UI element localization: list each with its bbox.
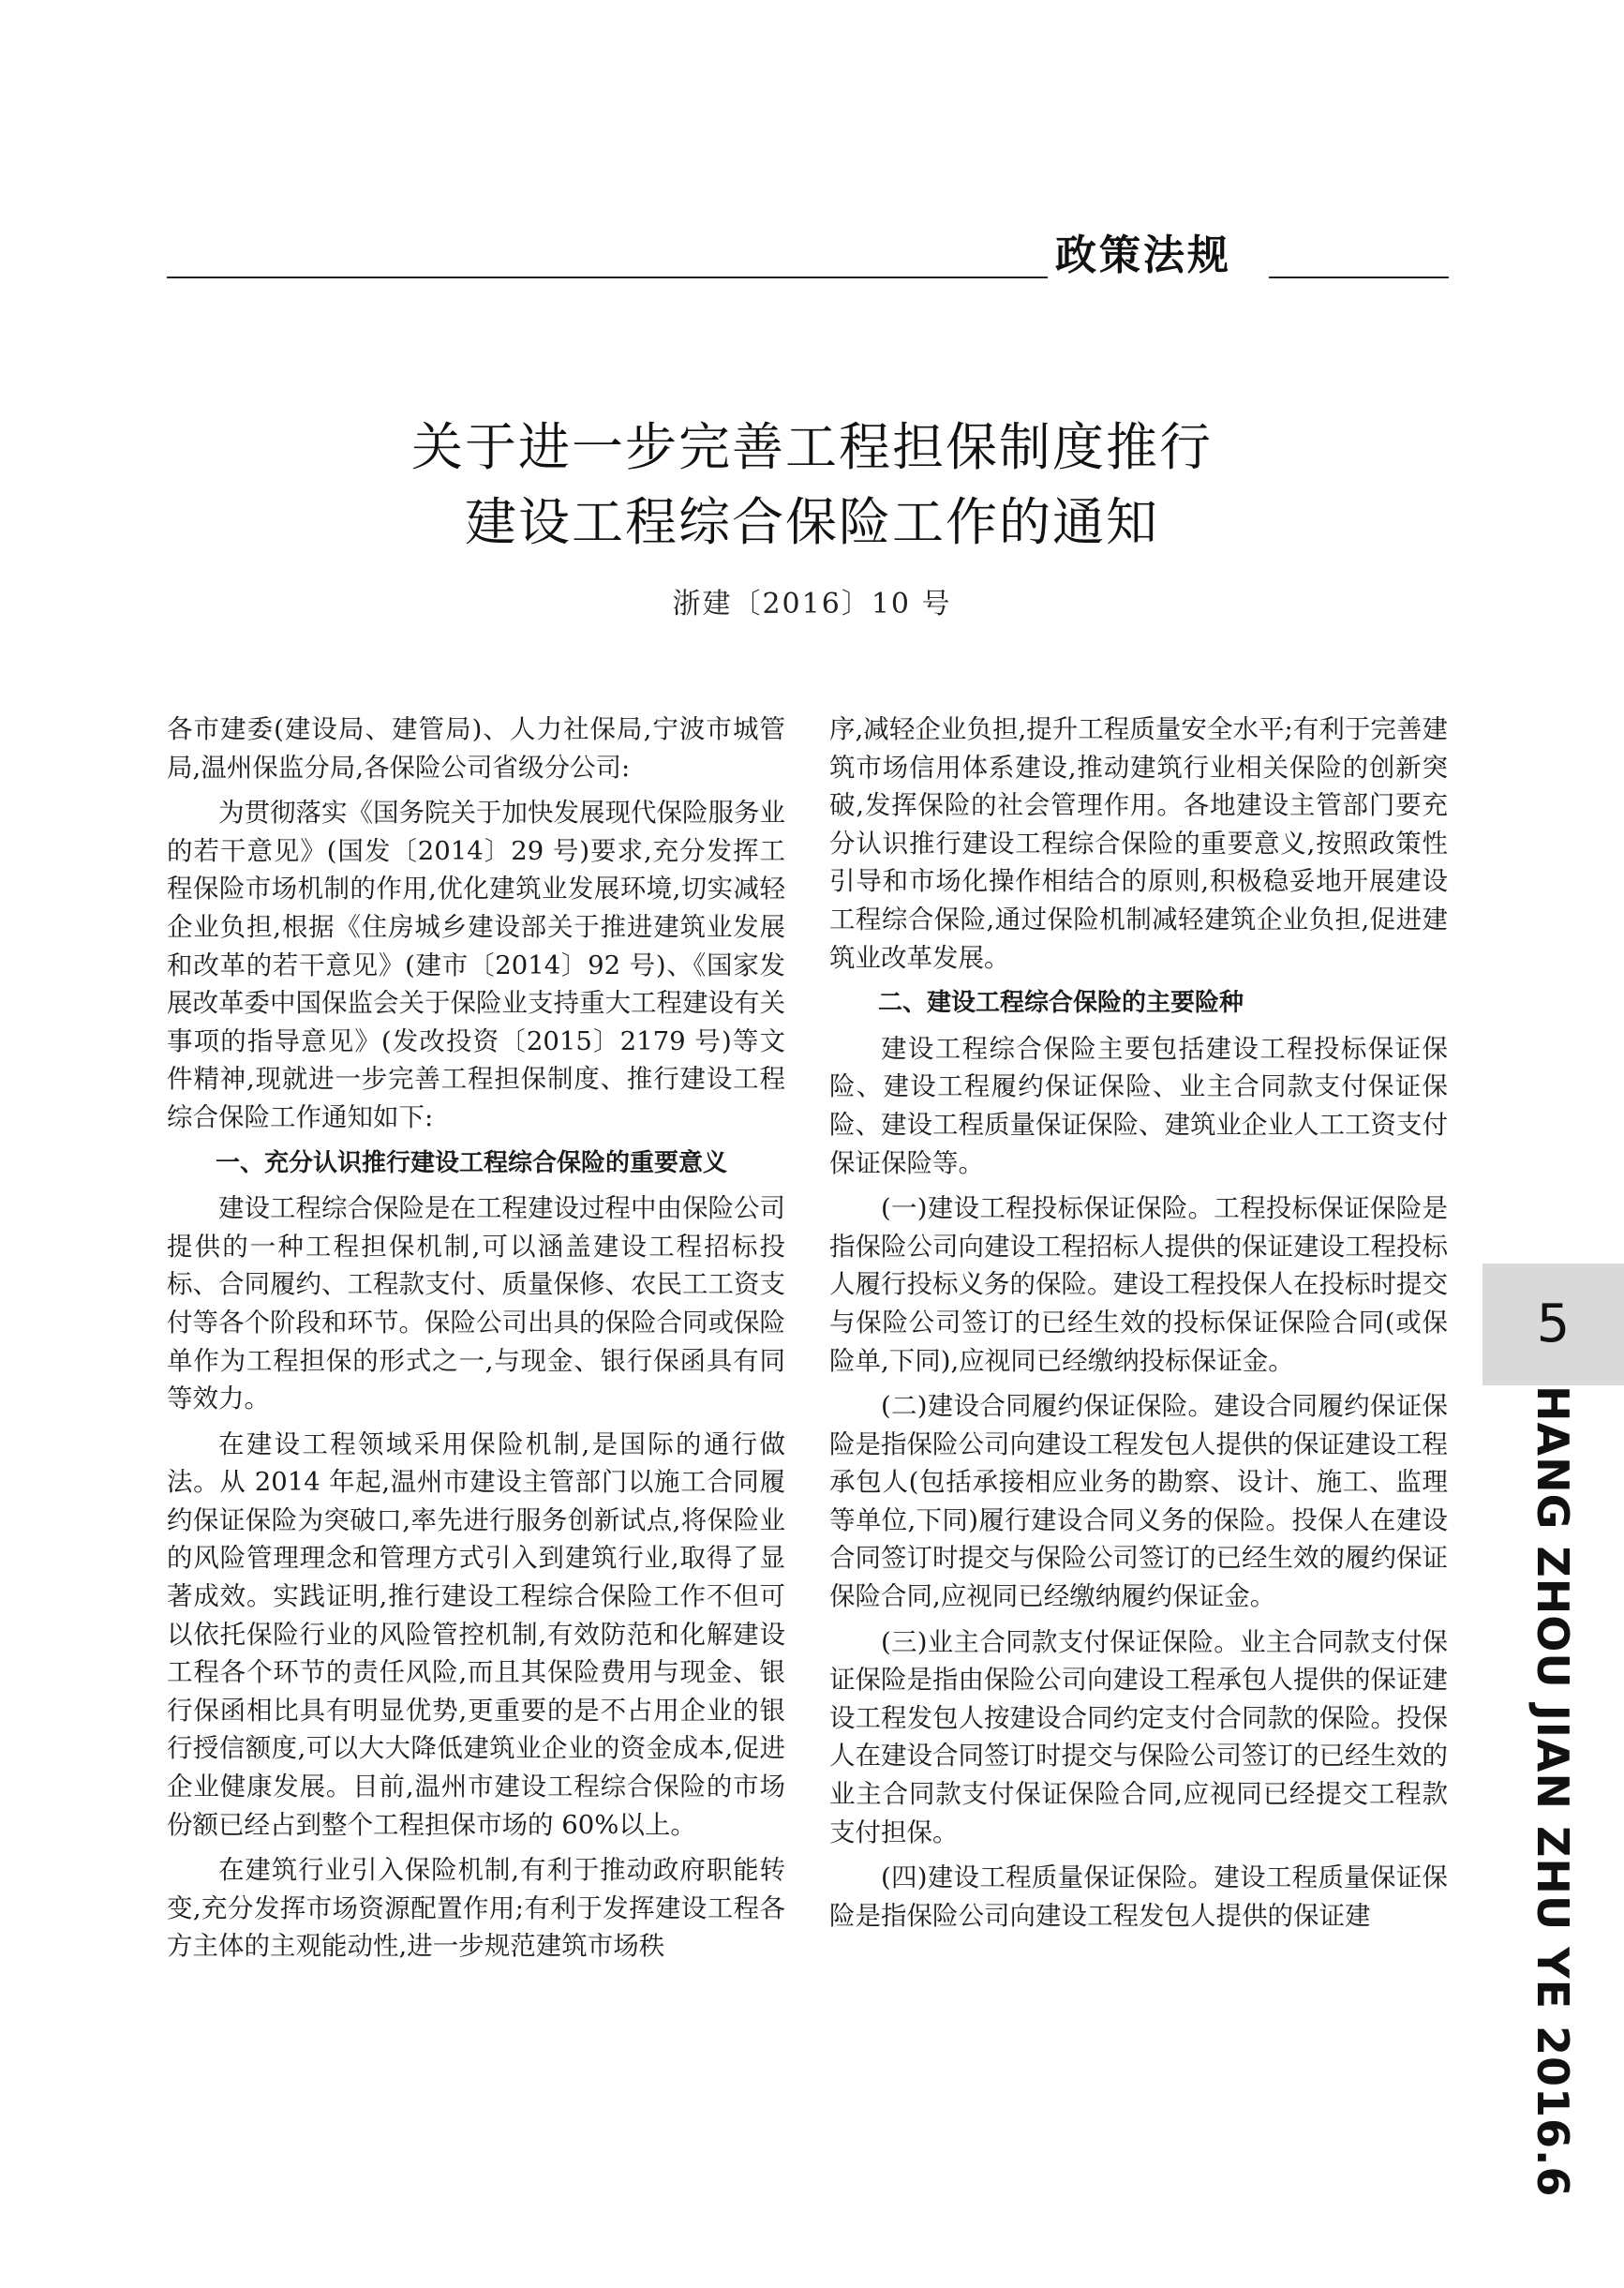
section-heading: 二、建设工程综合保险的主要险种: [878, 989, 1244, 1018]
paragraph: 建设工程综合保险主要包括建设工程投标保证保险、建设工程履约保证保险、业主合同款支付保证保险、建设工程质量保证保险、建筑业企业人工工资支付保证保险等。: [829, 1033, 1448, 1178]
article-title: [0, 410, 1624, 560]
left-column: [167, 710, 785, 1973]
journal-side-label-text: HANG ZHOU JIAN ZHU YE 2016.6: [1527, 1385, 1578, 2198]
paragraph: 在建设工程领域采用保险机制,是国际的通行做法。从 2014 年起,温州市建设主管部门以施工合同履约保证保险为突破口,率先进行服务创新试点,将保险业的风险管理理念和管理方式引入到建筑行业,取得了显著成效。实践证明,推行建设工程综合保险工作不但可以依托保险行业的风险管控机制,有效防范和化解建设工程各个环节的责任风险,而且其保险费用与现金、银行保函相比具有明显优势,更重要的是不占用企业的银行授信额度,可以大大降低建筑业企业的资金成本,促进企业健康发展。目前,温州市建设工程综合保险的市场份额已经占到整个工程担保市场的 60%以上。: [167, 1428, 785, 1840]
paragraph: 序,减轻企业负担,提升工程质量安全水平;有利于完善建筑市场信用体系建设,推动建筑行业相关保险的创新突破,发挥保险的社会管理作用。各地建设主管部门要充分认识推行建设工程综合保险的重要意义,按照政策性引导和市场化操作相结合的原则,积极稳妥地开展建设工程综合保险,通过保险机制减轻建筑企业负担,促进建筑业改革发展。: [829, 714, 1448, 973]
paragraph: 各市建委(建设局、建管局)、人力社保局,宁波市城管局,温州保监分局,各保险公司省级分公司:: [167, 714, 785, 783]
paragraph: 在建筑行业引入保险机制,有利于推动政府职能转变,充分发挥市场资源配置作用;有利于发挥建设工程各方主体的主观能动性,进一步规范建筑市场秩: [167, 1855, 785, 1962]
header-rule-right: [1269, 277, 1449, 278]
paragraph: (一)建设工程投标保证保险。工程投标保证保险是指保险公司向建设工程招标人提供的保证建设工程投标人履行投标义务的保险。建设工程投保人在投标时提交与保险公司签订的已经生效的投标保证保险合同(或保险单,下同),应视同已经缴纳投标保证金。: [829, 1193, 1448, 1376]
page-number: 5: [1536, 1294, 1571, 1354]
paragraph: (四)建设工程质量保证保险。建设工程质量保证保险是指保险公司向建设工程发包人提供的保证建: [829, 1862, 1448, 1931]
paragraph: 建设工程综合保险是在工程建设过程中由保险公司提供的一种工程担保机制,可以涵盖建设工程招标投标、合同履约、工程款支付、质量保修、农民工工资支付等各个阶段和环节。保险公司出具的保险合同或保险单作为工程担保的形式之一,与现金、银行保函具有同等效力。: [167, 1193, 785, 1414]
right-column: [829, 710, 1448, 1942]
document-number: 浙建〔2016〕10 号: [672, 588, 952, 621]
header-rule-left: [167, 277, 1048, 278]
section-header: [167, 232, 1449, 279]
article-title-line-2: 建设工程综合保险工作的通知: [464, 492, 1159, 552]
journal-side-label: [1523, 1385, 1583, 2198]
section-title: 政策法规: [1055, 232, 1231, 279]
article-title-line-1: 关于进一步完善工程担保制度推行: [410, 417, 1213, 477]
paragraph: (二)建设合同履约保证保险。建设合同履约保证保险是指保险公司向建设工程发包人提供的保证建设工程承包人(包括承接相应业务的勘察、设计、施工、监理等单位,下同)履行建设合同义务的保险。投保人在建设合同签订时提交与保险公司签订的已经生效的履约保证保险合同,应视同已经缴纳履约保证金。: [829, 1391, 1448, 1612]
paragraph: 为贯彻落实《国务院关于加快发展现代保险服务业的若干意见》(国发〔2014〕29 号)要求,充分发挥工程保险市场机制的作用,优化建筑业发展环境,切实减轻企业负担,根据《住房城乡建设部关于推进建筑业发展和改革的若干意见》(建市〔2014〕92 号)、《国家发展改革委中国保监会关于保险业支持重大工程建设有关事项的指导意见》(发改投资〔2015〕2179 号)等文件精神,现就进一步完善工程担保制度、推行建设工程综合保险工作通知如下:: [167, 798, 785, 1132]
paragraph: (三)业主合同款支付保证保险。业主合同款支付保证保险是指由保险公司向建设工程承包人提供的保证建设工程发包人按建设合同约定支付合同款的保险。投保人在建设合同签订时提交与保险公司签订的已经生效的业主合同款支付保证保险合同,应视同已经提交工程款支付担保。: [829, 1626, 1448, 1847]
page-tab: [1482, 1264, 1624, 1385]
section-heading: 一、充分认识推行建设工程综合保险的重要意义: [216, 1148, 728, 1177]
